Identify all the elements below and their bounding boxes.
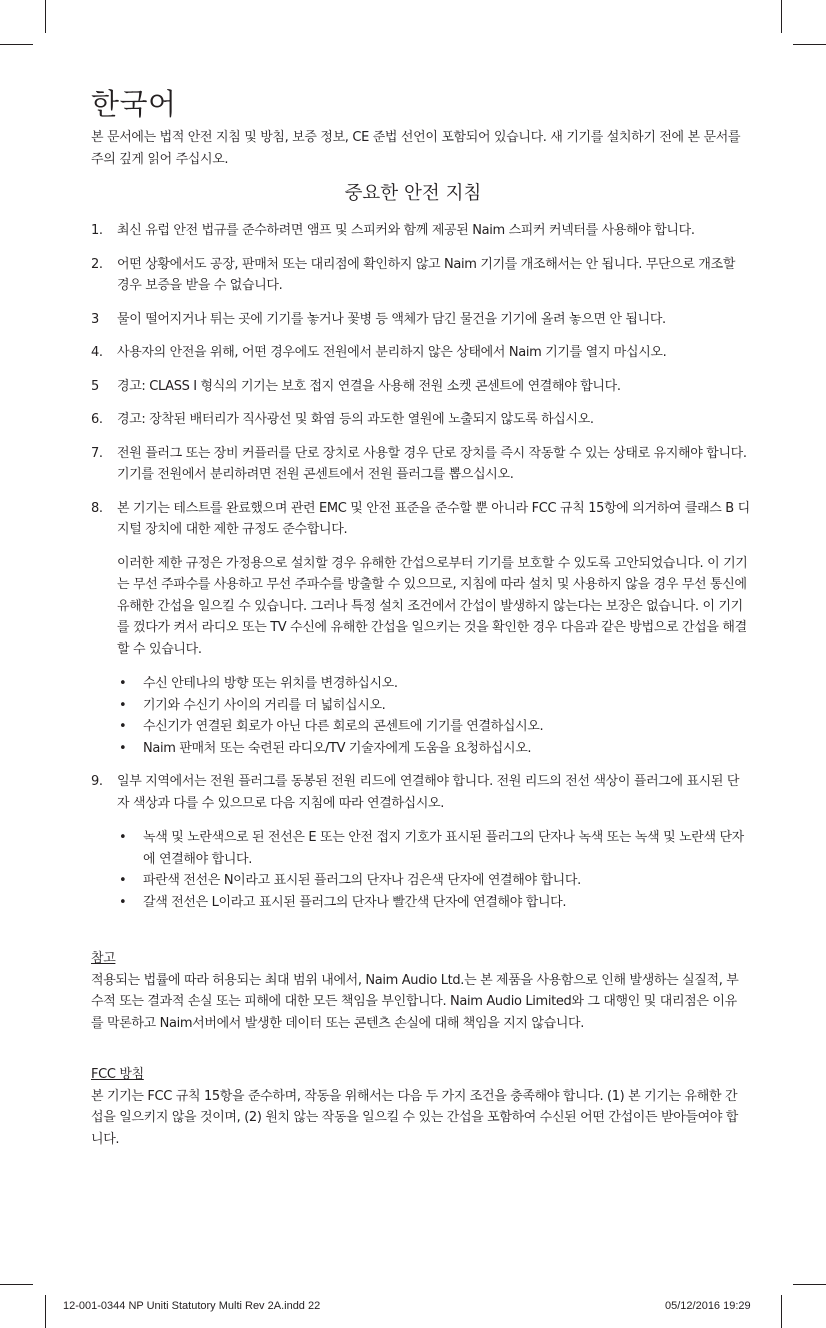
item-text: 물이 떨어지거나 튀는 곳에 기기를 놓거나 꽃병 등 액체가 담긴 물건을 기기에 올려 놓으면 안 됩니다. [117,311,666,327]
list-item [117,716,751,738]
item-number: 6. [91,412,103,427]
list-item [117,870,751,892]
note-section [91,948,741,1034]
item-number: 1. [91,223,103,238]
item-text: 최신 유럽 안전 법규를 준수하려면 앰프 및 스피커와 함께 제공된 Naim 스피커 커넥터를 사용해야 합니다. [117,223,695,238]
bullet-icon: • [119,830,127,845]
item-text: 사용자의 안전을 위해, 어떤 경우에도 전원에서 분리하지 않은 상태에서 Naim 기기를 열지 마십시오. [117,345,667,360]
list-item-2 [91,254,751,297]
crop-mark-bottom-left-h [0,1284,33,1285]
list-item [117,738,751,760]
bullet-icon: • [119,740,127,756]
note-heading: 참고 [91,951,116,966]
interference-remedy-list [117,673,751,759]
bullet-icon: • [119,719,127,734]
footer-datetime: 05/12/2016 19:29 [665,1300,751,1312]
footer-filename: 12-001-0344 NP Uniti Statutory Multi Rev 2A.indd 22 [63,1300,321,1312]
list-item-1 [91,220,751,242]
bullet-icon: • [119,894,127,910]
wiring-list [117,827,751,913]
list-item-3 [91,309,751,331]
fcc-body: 본 기기는 FCC 규칙 15항을 준수하며, 작동을 위해서는 다음 두 가지 조건을 충족해야 합니다. (1) 본 기기는 유해한 간섭을 일으키지 않을 것이며, (2) 원치 않는 작동을 일으킬 수 있는 간섭을 포함하여 수신된 어떤 간섭이든 받아들여야 합니다. [91,1088,739,1147]
list-item [117,892,751,914]
bullet-icon: • [119,873,127,888]
crop-mark-top-left-h [0,44,33,45]
list-item [117,673,751,695]
crop-mark-top-left [45,0,46,33]
bullet-icon: • [119,697,127,713]
bullet-text: Naim 판매처 또는 숙련된 라디오/TV 기술자에게 도움을 요청하십시오. [143,740,532,756]
bullet-text: 수신 안테나의 방향 또는 위치를 변경하십시오. [143,676,398,691]
list-item-6 [91,409,751,431]
bullet-text: 녹색 및 노란색으로 된 전선은 E 또는 안전 접지 기호가 표시된 플러그의 단자나 녹색 또는 녹색 및 노란색 단자에 연결해야 합니다. [143,830,744,867]
item-number: 9. [91,774,103,789]
list-item [117,695,751,717]
page-title: 한국어 [91,87,177,121]
bullet-text: 기기와 수신기 사이의 거리를 더 넓히십시오. [143,697,386,713]
item-number: 3 [91,311,99,327]
safety-instructions-list [91,220,751,925]
crop-mark-bottom-right-h [793,1284,826,1285]
list-item-5 [91,376,751,398]
item-text: 경고: CLASS I 형식의 기기는 보호 접지 연결을 사용해 전원 소켓 콘센트에 연결해야 합니다. [117,378,621,394]
crop-mark-bottom-right [781,1295,782,1328]
safety-heading: 중요한 안전 지침 [344,183,482,204]
fcc-heading: FCC 방침 [91,1067,144,1082]
crop-mark-bottom-left [45,1295,46,1328]
list-item-4 [91,342,751,364]
item-text: 어떤 상황에서도 공장, 판매처 또는 대리점에 확인하지 않고 Naim 기기를 개조해서는 안 됩니다. 무단으로 개조할 경우 보증을 받을 수 없습니다. [117,256,736,293]
item-text: 본 기기는 테스트를 완료했으며 관련 EMC 및 안전 표준을 준수할 뿐 아니라 FCC 규칙 15항에 의거하여 클래스 B 디지털 장치에 대한 제한 규정도 준수합니다. [117,500,750,537]
list-item [117,827,751,870]
bullet-text: 갈색 전선은 L이라고 표시된 플러그의 단자나 빨간색 단자에 연결해야 합니다. [143,894,567,910]
item-text: 일부 지역에서는 전원 플러그를 동봉된 전원 리드에 연결해야 합니다. 전원 리드의 전선 색상이 플러그에 표시된 단자 색상과 다를 수 있으므로 다음 지침에 따라 연결하십시오. [117,774,740,811]
item-number: 4. [91,345,103,360]
bullet-text: 파란색 전선은 N이라고 표시된 플러그의 단자나 검은색 단자에 연결해야 합니다. [143,873,581,888]
list-item-7 [91,443,751,486]
fcc-section [91,1064,741,1150]
item-text: 경고: 장착된 배터리가 직사광선 및 화염 등의 과도한 열원에 노출되지 않도록 하십시오. [117,412,594,427]
fcc-interference-paragraph: 이러한 제한 규정은 가정용으로 설치할 경우 유해한 간섭으로부터 기기를 보호할 수 있도록 고안되었습니다. 이 기기는 무선 주파수를 사용하고 무선 주파수를 방출할 수 있으므로, 지침에 따라 설치 및 사용하지 않을 경우 무선 통신에 유해한 간섭을 일으킬 수 있습니다. 그러나 특정 설치 조건에서 간섭이 발생하지 않는다는 보장은 없습니다. 이 기기를 껐다가 켜서 라디오 또는 TV 수신에 유해한 간섭을 일으키는 것을 확인한 경우 다음과 같은 방법으로 간섭을 해결할 수 있습니다. [117,555,748,657]
item-number: 2. [91,256,103,272]
bullet-icon: • [119,676,127,691]
item-text: 전원 플러그 또는 장비 커플러를 단로 장치로 사용할 경우 단로 장치를 즉시 작동할 수 있는 상태로 유지해야 합니다. 기기를 전원에서 분리하려면 전원 콘센트에서 전원 플러그를 뽑으십시오. [117,445,747,482]
list-item-9 [91,771,751,913]
item-number: 8. [91,500,103,516]
item-number: 5 [91,378,99,394]
intro-text: 본 문서에는 법적 안전 지침 및 방침, 보증 정보, CE 준법 선언이 포함되어 있습니다. 새 기기를 설치하기 전에 본 문서를 주의 깊게 읽어 주십시오. [91,130,741,167]
crop-mark-top-right-h [793,44,826,45]
crop-mark-top-right [781,0,782,33]
note-body: 적용되는 법률에 따라 허용되는 최대 범위 내에서, Naim Audio Ltd.는 본 제품을 사용함으로 인해 발생하는 실질적, 부수적 또는 결과적 손실 또는 피해에 대한 모든 책임을 부인합니다. Naim Audio Limited와 그 대행인 및 대리점은 이유를 막론하고 Naim서버에서 발생한 데이터 또는 콘텐츠 손실에 대해 책임을 지지 않습니다. [91,972,739,1031]
bullet-text: 수신기가 연결된 회로가 아닌 다른 회로의 콘센트에 기기를 연결하십시오. [143,719,544,734]
item-number: 7. [91,445,103,461]
list-item-8 [91,498,751,760]
